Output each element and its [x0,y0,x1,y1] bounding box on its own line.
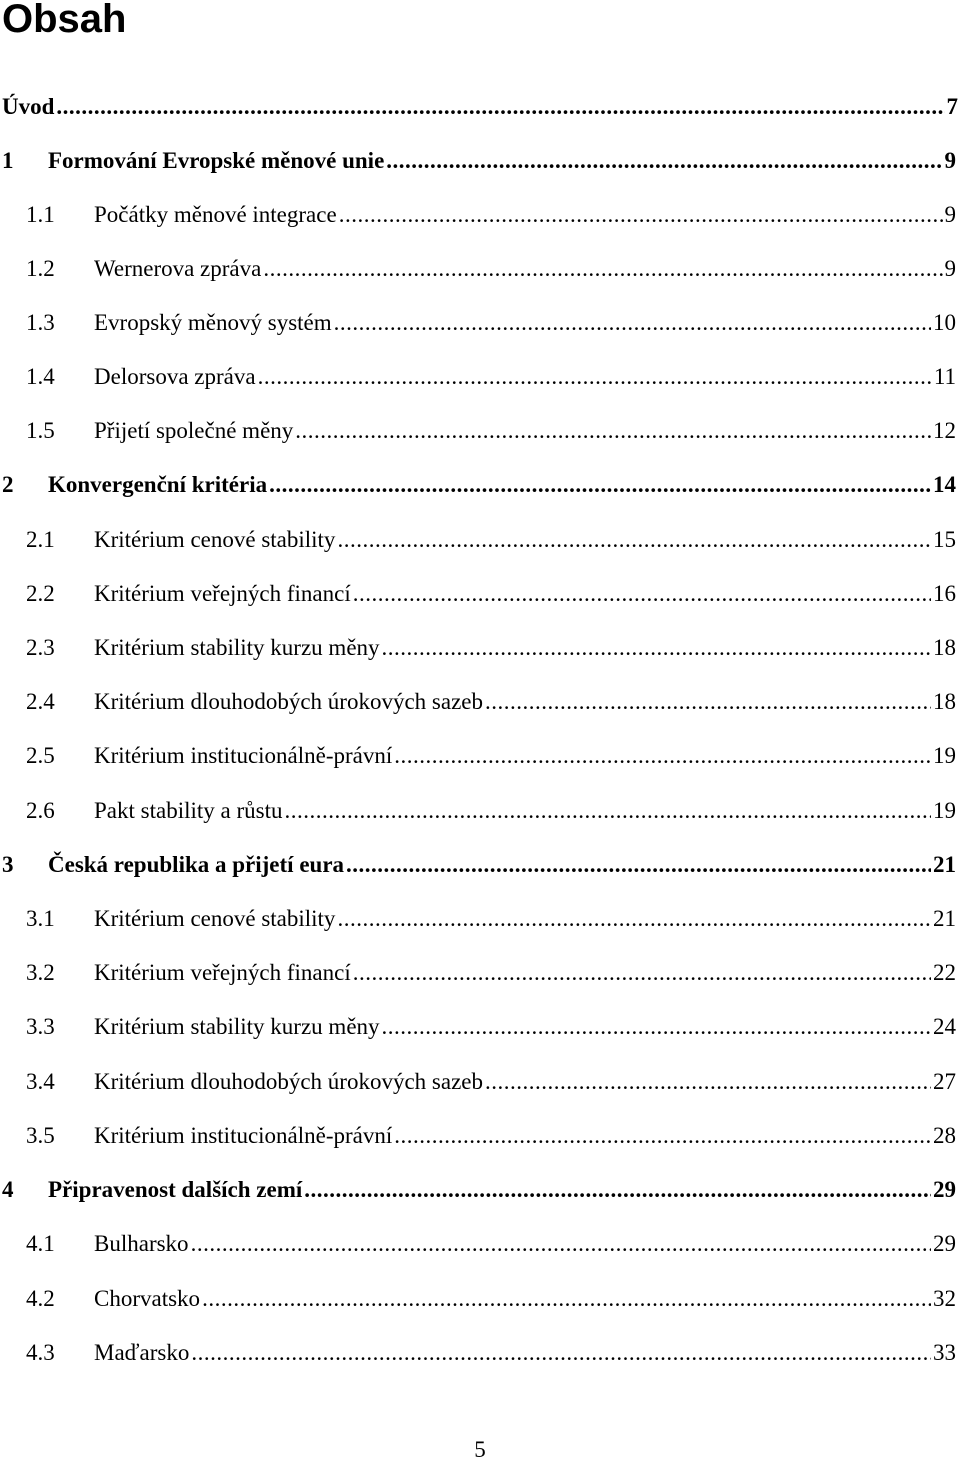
toc-entry-number: 2.3 [26,635,55,660]
toc-entry-2-6[interactable] [0,796,956,826]
toc-entry-number: 3.3 [26,1014,55,1039]
toc-entry-1-1[interactable] [0,200,956,230]
dot-leader [339,200,943,230]
toc-entry-page: 14 [933,472,956,497]
toc-entry-number: 1.4 [26,364,55,389]
toc-entry-title: Pakt stability a růstu [94,798,283,823]
dot-leader [485,1067,931,1097]
toc-entry-3[interactable] [0,850,956,880]
page-number: 5 [474,1437,486,1462]
toc-entry-title: Kritérium veřejných financí [94,960,351,985]
toc-entry-4[interactable] [0,1175,956,1205]
toc-entry-page: 16 [933,581,956,606]
dot-leader [284,796,931,826]
dot-leader [382,1012,931,1042]
toc-entry-page: 29 [933,1177,956,1202]
toc-entry-page: 18 [933,689,956,714]
toc-entry-page: 22 [933,960,956,985]
dot-leader [202,1284,931,1314]
toc-entry-number: 2.2 [26,581,55,606]
toc-entry-number: 1.1 [26,202,55,227]
toc-entry-title: Bulharsko [94,1231,189,1256]
toc-entry-number: 4.2 [26,1286,55,1311]
dot-leader [295,416,931,446]
toc-entry-number: 1 [2,148,14,173]
toc-entry-number: 3.2 [26,960,55,985]
toc-entry-page: 19 [933,743,956,768]
toc-entry-4-1[interactable] [0,1229,956,1259]
toc-entry-page: 10 [933,310,956,335]
dot-leader [191,1338,931,1368]
toc-entry-title: Kritérium stability kurzu měny [94,1014,380,1039]
toc-entry-page: 9 [944,202,956,227]
toc-entry-page: 12 [933,418,956,443]
toc-entry-number: 2 [2,472,14,497]
toc-entry-3-2[interactable] [0,958,956,988]
toc-entry-title: Úvod [2,94,55,119]
toc-entry-page: 33 [933,1340,956,1365]
toc-entry-page: 21 [933,852,956,877]
dot-leader [56,92,944,122]
toc-entry-page: 19 [933,798,956,823]
toc-entry-title: Česká republika a přijetí eura [48,852,345,877]
toc-entry-number: 2.4 [26,689,55,714]
dot-leader [191,1229,931,1259]
toc-entry-page: 18 [933,635,956,660]
toc-entry-intro[interactable] [0,92,958,122]
toc-entry-1-4[interactable] [0,362,956,392]
toc-entry-number: 2.1 [26,527,55,552]
toc-entry-title: Připravenost dalších zemí [48,1177,303,1202]
dot-leader [353,579,931,609]
toc-entry-number: 1.2 [26,256,55,281]
dot-leader [346,850,931,880]
toc-entry-title: Kritérium stability kurzu měny [94,635,380,660]
toc-entry-number: 1.5 [26,418,55,443]
toc-entry-number: 3.5 [26,1123,55,1148]
toc-entry-number: 4.3 [26,1340,55,1365]
toc-entry-2-5[interactable] [0,741,956,771]
toc-entry-page: 28 [933,1123,956,1148]
dot-leader [269,470,931,500]
toc-entry-page: 15 [933,527,956,552]
toc-entry-2-4[interactable] [0,687,956,717]
dot-leader [304,1175,931,1205]
dot-leader [258,362,932,392]
toc-entry-number: 3 [2,852,14,877]
toc-entry-number: 2.6 [26,798,55,823]
toc-entry-1-5[interactable] [0,416,956,446]
toc-entry-number: 2.5 [26,743,55,768]
toc-entry-page: 7 [946,94,958,119]
toc-entry-title: Kritérium cenové stability [94,527,336,552]
toc-entry-2-1[interactable] [0,525,956,555]
dot-leader [337,904,931,934]
dot-leader [334,308,931,338]
toc-entry-4-3[interactable] [0,1338,956,1368]
toc-entry-title: Chorvatsko [94,1286,201,1311]
toc-entry-page: 9 [944,148,956,173]
toc-entry-page: 9 [944,256,956,281]
toc-entry-2[interactable] [0,470,956,500]
dot-leader [382,633,931,663]
toc-entry-1-3[interactable] [0,308,956,338]
toc-entry-title: Kritérium institucionálně-právní [94,743,393,768]
toc-entry-page: 32 [933,1286,956,1311]
toc-entry-page: 11 [933,364,956,389]
toc-entry-page: 21 [933,906,956,931]
toc-entry-title: Delorsova zpráva [94,364,256,389]
toc-entry-page: 29 [933,1231,956,1256]
toc-entry-title: Kritérium cenové stability [94,906,336,931]
toc-entry-number: 4.1 [26,1231,55,1256]
toc-entry-number: 4 [2,1177,14,1202]
toc-entry-number: 3.4 [26,1069,55,1094]
dot-leader [394,741,931,771]
toc-entry-3-3[interactable] [0,1012,956,1042]
toc-entry-title: Počátky měnové integrace [94,202,337,227]
toc-entry-title: Kritérium veřejných financí [94,581,351,606]
toc-entry-4-2[interactable] [0,1284,956,1314]
dot-leader [386,146,942,176]
toc-entry-title: Konvergenční kritéria [48,472,268,497]
toc-entry-number: 3.1 [26,906,55,931]
toc-entry-1-2[interactable] [0,254,956,284]
toc-entry-title: Wernerova zpráva [94,256,262,281]
toc-entry-1[interactable] [0,146,956,176]
toc-entry-title: Přijetí společné měny [94,418,294,443]
toc-entry-title: Kritérium dlouhodobých úrokových sazeb [94,689,483,714]
dot-leader [353,958,931,988]
toc-entry-title: Evropský měnový systém [94,310,332,335]
toc-entry-3-1[interactable] [0,904,956,934]
toc-entry-2-2[interactable] [0,579,956,609]
dot-leader [394,1121,931,1151]
toc-entry-page: 27 [933,1069,956,1094]
dot-leader [337,525,931,555]
toc-entry-2-3[interactable] [0,633,956,663]
dot-leader [485,687,931,717]
toc-entry-page: 24 [933,1014,956,1039]
toc-entry-title: Kritérium institucionálně-právní [94,1123,393,1148]
toc-entry-3-5[interactable] [0,1121,956,1151]
toc-entry-number: 1.3 [26,310,55,335]
toc-entry-title: Maďarsko [94,1340,190,1365]
toc-entry-title: Formování Evropské měnové unie [48,148,385,173]
dot-leader [263,254,942,284]
toc-entry-title: Kritérium dlouhodobých úrokových sazeb [94,1069,483,1094]
page-title: Obsah [2,0,127,41]
toc-entry-3-4[interactable] [0,1067,956,1097]
